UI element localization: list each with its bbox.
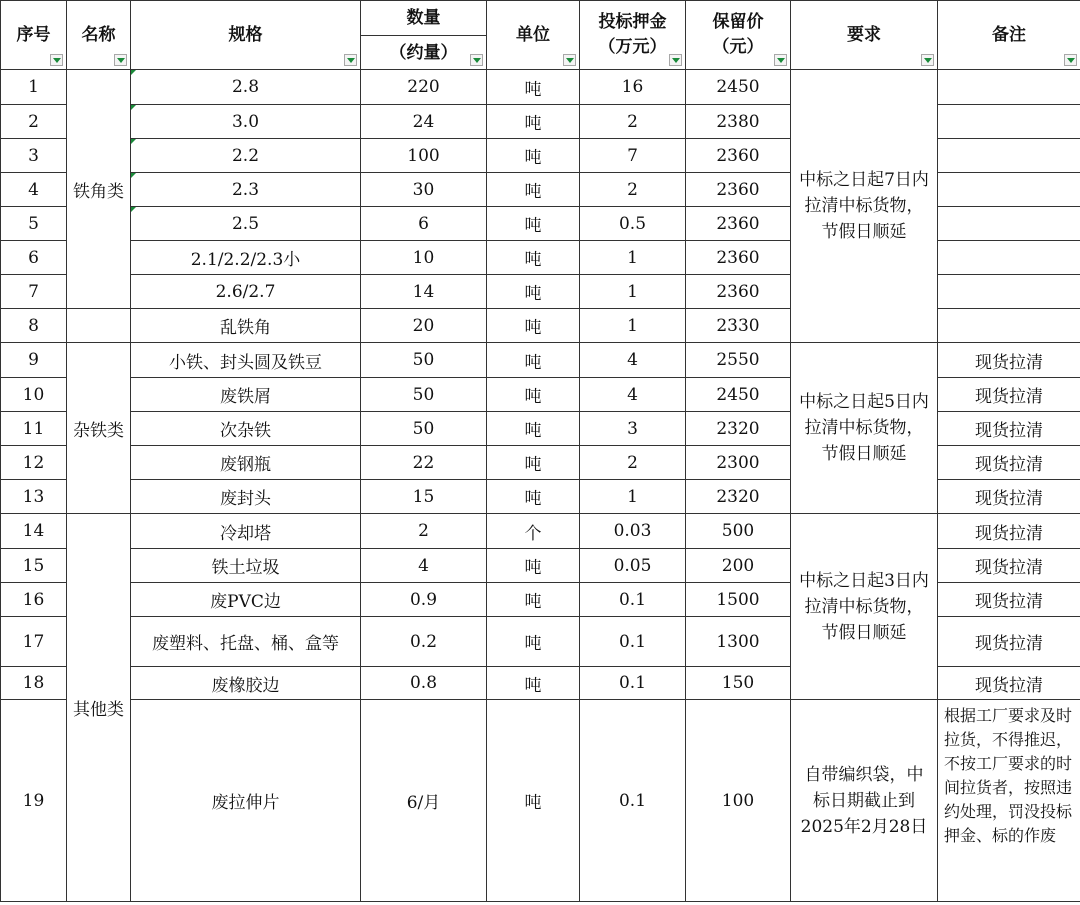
seq-cell: 6	[1, 241, 67, 275]
qty-cell: 50	[361, 378, 487, 412]
reserve-cell: 1500	[686, 583, 791, 617]
reserve-cell: 2330	[686, 309, 791, 343]
deposit-cell: 0.05	[580, 549, 686, 583]
note-cell	[938, 309, 1080, 343]
header-seq: 序号	[1, 1, 67, 70]
deposit-cell: 1	[580, 241, 686, 275]
qty-cell: 50	[361, 412, 487, 446]
reserve-cell: 150	[686, 667, 791, 700]
table-row	[1, 343, 1080, 378]
comment-marker-icon	[131, 139, 136, 144]
qty-cell: 0.8	[361, 667, 487, 700]
requirement-cell: 中标之日起7日内拉清中标货物，节假日顺延	[791, 70, 938, 343]
deposit-cell: 4	[580, 343, 686, 378]
unit-cell: 吨	[487, 105, 580, 139]
reserve-cell: 2360	[686, 173, 791, 207]
qty-cell: 15	[361, 480, 487, 514]
deposit-cell: 7	[580, 139, 686, 173]
spec-cell: 废塑料、托盘、桶、盒等	[131, 617, 361, 667]
reserve-cell: 2360	[686, 275, 791, 309]
table-row	[1, 514, 1080, 549]
qty-cell: 100	[361, 139, 487, 173]
requirement-cell: 中标之日起5日内拉清中标货物，节假日顺延	[791, 343, 938, 514]
unit-cell: 吨	[487, 583, 580, 617]
header-req: 要求	[791, 1, 938, 70]
note-cell: 现货拉清	[938, 480, 1080, 514]
reserve-cell: 2450	[686, 70, 791, 105]
spec-cell: 废钢瓶	[131, 446, 361, 480]
qty-cell: 20	[361, 309, 487, 343]
spec-cell: 乱铁角	[131, 309, 361, 343]
seq-cell: 19	[1, 700, 67, 902]
reserve-cell: 100	[686, 700, 791, 902]
qty-cell: 30	[361, 173, 487, 207]
filter-dropdown-icon[interactable]	[774, 54, 787, 66]
deposit-cell: 1	[580, 480, 686, 514]
note-cell: 根据工厂要求及时拉货，不得推迟，不按工厂要求的时间拉货者，按照违约处理，罚没投标押金、标的作废	[938, 700, 1080, 902]
qty-cell: 50	[361, 343, 487, 378]
filter-dropdown-icon[interactable]	[344, 54, 357, 66]
spec-cell: 2.1/2.2/2.3小	[131, 241, 361, 275]
spec-cell: 小铁、封头圆及铁豆	[131, 343, 361, 378]
note-cell: 现货拉清	[938, 583, 1080, 617]
reserve-cell: 2450	[686, 378, 791, 412]
unit-cell: 吨	[487, 446, 580, 480]
unit-cell: 吨	[487, 378, 580, 412]
note-cell: 现货拉清	[938, 667, 1080, 700]
category-cell: 其他类	[67, 514, 131, 902]
reserve-cell: 2300	[686, 446, 791, 480]
note-cell	[938, 207, 1080, 241]
unit-cell: 吨	[487, 343, 580, 378]
unit-cell: 吨	[487, 667, 580, 700]
deposit-cell: 1	[580, 309, 686, 343]
note-cell	[938, 241, 1080, 275]
comment-marker-icon	[131, 173, 136, 178]
header-name: 名称	[67, 1, 131, 70]
filter-dropdown-icon[interactable]	[921, 54, 934, 66]
category-cell: 杂铁类	[67, 343, 131, 514]
header-qty: 数量	[361, 1, 487, 36]
seq-cell: 10	[1, 378, 67, 412]
deposit-cell: 2	[580, 173, 686, 207]
unit-cell: 吨	[487, 173, 580, 207]
unit-cell: 吨	[487, 480, 580, 514]
unit-cell: 吨	[487, 207, 580, 241]
note-cell	[938, 139, 1080, 173]
note-cell	[938, 275, 1080, 309]
qty-cell: 220	[361, 70, 487, 105]
table-row	[1, 700, 1080, 902]
reserve-cell: 2550	[686, 343, 791, 378]
seq-cell: 1	[1, 70, 67, 105]
qty-cell: 6	[361, 207, 487, 241]
deposit-cell: 0.03	[580, 514, 686, 549]
filter-dropdown-icon[interactable]	[669, 54, 682, 66]
spec-cell: 2.8	[131, 70, 361, 105]
seq-cell: 8	[1, 309, 67, 343]
reserve-cell: 200	[686, 549, 791, 583]
seq-cell: 15	[1, 549, 67, 583]
filter-dropdown-icon[interactable]	[114, 54, 127, 66]
spec-cell: 废铁屑	[131, 378, 361, 412]
seq-cell: 2	[1, 105, 67, 139]
seq-cell: 9	[1, 343, 67, 378]
seq-cell: 12	[1, 446, 67, 480]
header-note: 备注	[938, 1, 1080, 70]
reserve-cell: 2380	[686, 105, 791, 139]
comment-marker-icon	[131, 70, 136, 75]
unit-cell: 吨	[487, 309, 580, 343]
qty-cell: 22	[361, 446, 487, 480]
reserve-cell: 2320	[686, 412, 791, 446]
qty-cell: 4	[361, 549, 487, 583]
spec-cell: 铁土垃圾	[131, 549, 361, 583]
spec-cell: 废橡胶边	[131, 667, 361, 700]
filter-dropdown-icon[interactable]	[470, 54, 483, 66]
unit-cell: 吨	[487, 241, 580, 275]
deposit-cell: 0.5	[580, 207, 686, 241]
unit-cell: 吨	[487, 617, 580, 667]
seq-cell: 4	[1, 173, 67, 207]
unit-cell: 吨	[487, 275, 580, 309]
seq-cell: 3	[1, 139, 67, 173]
deposit-cell: 0.1	[580, 700, 686, 902]
deposit-cell: 16	[580, 70, 686, 105]
seq-cell: 14	[1, 514, 67, 549]
note-cell: 现货拉清	[938, 549, 1080, 583]
reserve-cell: 2320	[686, 480, 791, 514]
spec-cell: 冷却塔	[131, 514, 361, 549]
note-cell: 现货拉清	[938, 446, 1080, 480]
reserve-cell: 2360	[686, 241, 791, 275]
header-unit: 单位	[487, 1, 580, 70]
unit-cell: 吨	[487, 70, 580, 105]
requirement-cell: 中标之日起3日内拉清中标货物，节假日顺延	[791, 514, 938, 700]
qty-cell: 14	[361, 275, 487, 309]
deposit-cell: 2	[580, 446, 686, 480]
category-cell: 铁角类	[67, 70, 131, 309]
spec-cell: 废封头	[131, 480, 361, 514]
note-cell: 现货拉清	[938, 343, 1080, 378]
filter-dropdown-icon[interactable]	[50, 54, 63, 66]
deposit-cell: 1	[580, 275, 686, 309]
deposit-cell: 2	[580, 105, 686, 139]
header-deposit: 投标押金 （万元）	[580, 1, 686, 70]
unit-cell: 个	[487, 514, 580, 549]
deposit-cell: 0.1	[580, 583, 686, 617]
seq-cell: 13	[1, 480, 67, 514]
spec-cell: 废拉伸片	[131, 700, 361, 902]
unit-cell: 吨	[487, 139, 580, 173]
reserve-cell: 2360	[686, 207, 791, 241]
note-cell: 现货拉清	[938, 412, 1080, 446]
spec-cell: 3.0	[131, 105, 361, 139]
deposit-cell: 3	[580, 412, 686, 446]
reserve-cell: 2360	[686, 139, 791, 173]
unit-cell: 吨	[487, 412, 580, 446]
spec-cell: 2.5	[131, 207, 361, 241]
note-cell	[938, 70, 1080, 105]
seq-cell: 7	[1, 275, 67, 309]
spec-cell: 2.3	[131, 173, 361, 207]
deposit-cell: 4	[580, 378, 686, 412]
reserve-cell: 1300	[686, 617, 791, 667]
qty-cell: 24	[361, 105, 487, 139]
table-row	[1, 70, 1080, 105]
filter-dropdown-icon[interactable]	[563, 54, 576, 66]
spec-cell: 次杂铁	[131, 412, 361, 446]
seq-cell: 18	[1, 667, 67, 700]
qty-cell: 0.9	[361, 583, 487, 617]
note-cell: 现货拉清	[938, 378, 1080, 412]
qty-cell: 0.2	[361, 617, 487, 667]
spec-cell: 废PVC边	[131, 583, 361, 617]
spec-cell: 2.6/2.7	[131, 275, 361, 309]
header-qty-sub: （约量）	[361, 36, 487, 70]
seq-cell: 17	[1, 617, 67, 667]
qty-cell: 10	[361, 241, 487, 275]
qty-cell: 2	[361, 514, 487, 549]
header-spec: 规格	[131, 1, 361, 70]
note-cell	[938, 105, 1080, 139]
deposit-cell: 0.1	[580, 667, 686, 700]
qty-cell: 6/月	[361, 700, 487, 902]
unit-cell: 吨	[487, 700, 580, 902]
note-cell: 现货拉清	[938, 617, 1080, 667]
seq-cell: 11	[1, 412, 67, 446]
spec-cell: 2.2	[131, 139, 361, 173]
note-cell: 现货拉清	[938, 514, 1080, 549]
unit-cell: 吨	[487, 549, 580, 583]
requirement-cell: 自带编织袋，中标日期截止到2025年2月28日	[791, 700, 938, 902]
deposit-cell: 0.1	[580, 617, 686, 667]
note-cell	[938, 173, 1080, 207]
seq-cell: 16	[1, 583, 67, 617]
category-cell-empty	[67, 309, 131, 343]
comment-marker-icon	[131, 207, 136, 212]
comment-marker-icon	[131, 105, 136, 110]
seq-cell: 5	[1, 207, 67, 241]
header-reserve: 保留价 （元）	[686, 1, 791, 70]
filter-dropdown-icon[interactable]	[1064, 54, 1077, 66]
reserve-cell: 500	[686, 514, 791, 549]
